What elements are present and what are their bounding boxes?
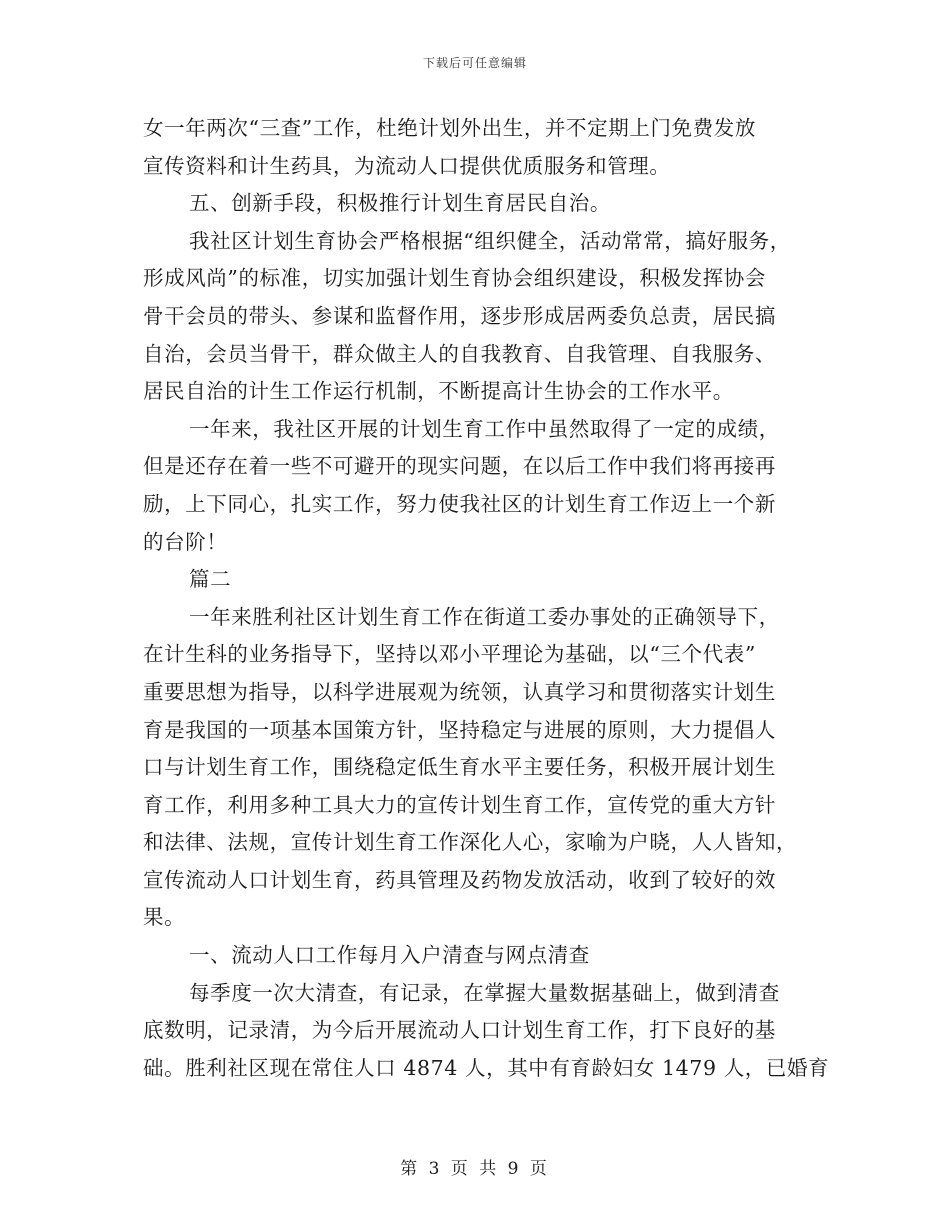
text-line: 在计生科的业务指导下，坚持以邓小平理论为基础，以“三个代表” <box>143 642 756 667</box>
text-line: 育工作，利用多种工具大力的宣传计划生育工作，宣传党的重大方针 <box>143 792 776 817</box>
section-heading: 篇二 <box>189 567 232 592</box>
text-line: 底数明，记录清，为今后开展流动人口计划生育工作，打下良好的基 <box>143 1018 776 1043</box>
text-line: 我社区计划生育协会严格根据“组织健全，活动常常，搞好服务， <box>189 228 791 253</box>
page-number-footer: 第 3 页 共 9 页 <box>400 1159 550 1179</box>
section-heading: 一、流动人口工作每月入户清查与网点清查 <box>189 943 590 968</box>
text-line: 自治，会员当骨干，群众做主人的自我教育、自我管理、自我服务、 <box>143 341 776 366</box>
page-header-note: 下载后可任意编辑 <box>422 56 527 70</box>
text-line: 育是我国的一项基本国策方针，坚持稳定与进展的原则，大力提倡人 <box>143 717 776 742</box>
text-line: 励，上下同心，扎实工作，努力使我社区的计划生育工作迈上一个新 <box>143 491 776 516</box>
text-line: 但是还存在着一些不可避开的现实问题，在以后工作中我们将再接再 <box>143 454 776 479</box>
section-heading: 五、创新手段，积极推行计划生育居民自治。 <box>189 191 611 216</box>
text-line: 形成风尚”的标准，切实加强计划生育协会组织建设，积极发挥协会 <box>143 266 766 291</box>
text-line: 一年来胜利社区计划生育工作在街道工委办事处的正确领导下， <box>189 604 780 629</box>
text-line: 宣传流动人口计划生育，药具管理及药物发放活动，收到了较好的效 <box>143 867 776 892</box>
text-line: 宣传资料和计生药具，为流动人口提供优质服务和管理。 <box>143 153 671 178</box>
text-line: 的台阶！ <box>143 529 228 554</box>
document-body <box>143 110 830 1087</box>
text-line: 果。 <box>143 905 186 930</box>
text-line: 础。胜利社区现在常住人口 4874 人，其中有育龄妇女 1479 人，已婚育 <box>143 1055 830 1080</box>
text-line: 口与计划生育工作，围绕稳定低生育水平主要任务，积极开展计划生 <box>143 755 776 780</box>
text-line: 重要思想为指导，以科学进展观为统领，认真学习和贯彻落实计划生 <box>143 679 776 704</box>
text-line: 每季度一次大清查，有记录，在掌握大量数据基础上，做到清查 <box>189 980 780 1005</box>
text-line: 骨干会员的带头、参谋和监督作用，逐步形成居两委负总责，居民搞 <box>143 303 776 328</box>
text-line: 和法律、法规，宣传计划生育工作深化人心，家喻为户晓，人人皆知， <box>143 830 798 855</box>
text-line: 居民自治的计生工作运行机制，不断提高计生协会的工作水平。 <box>143 379 734 404</box>
text-line: 女一年两次“三查”工作，杜绝计划外出生，并不定期上门免费发放 <box>143 116 756 140</box>
text-line: 一年来，我社区开展的计划生育工作中虽然取得了一定的成绩， <box>189 416 780 441</box>
